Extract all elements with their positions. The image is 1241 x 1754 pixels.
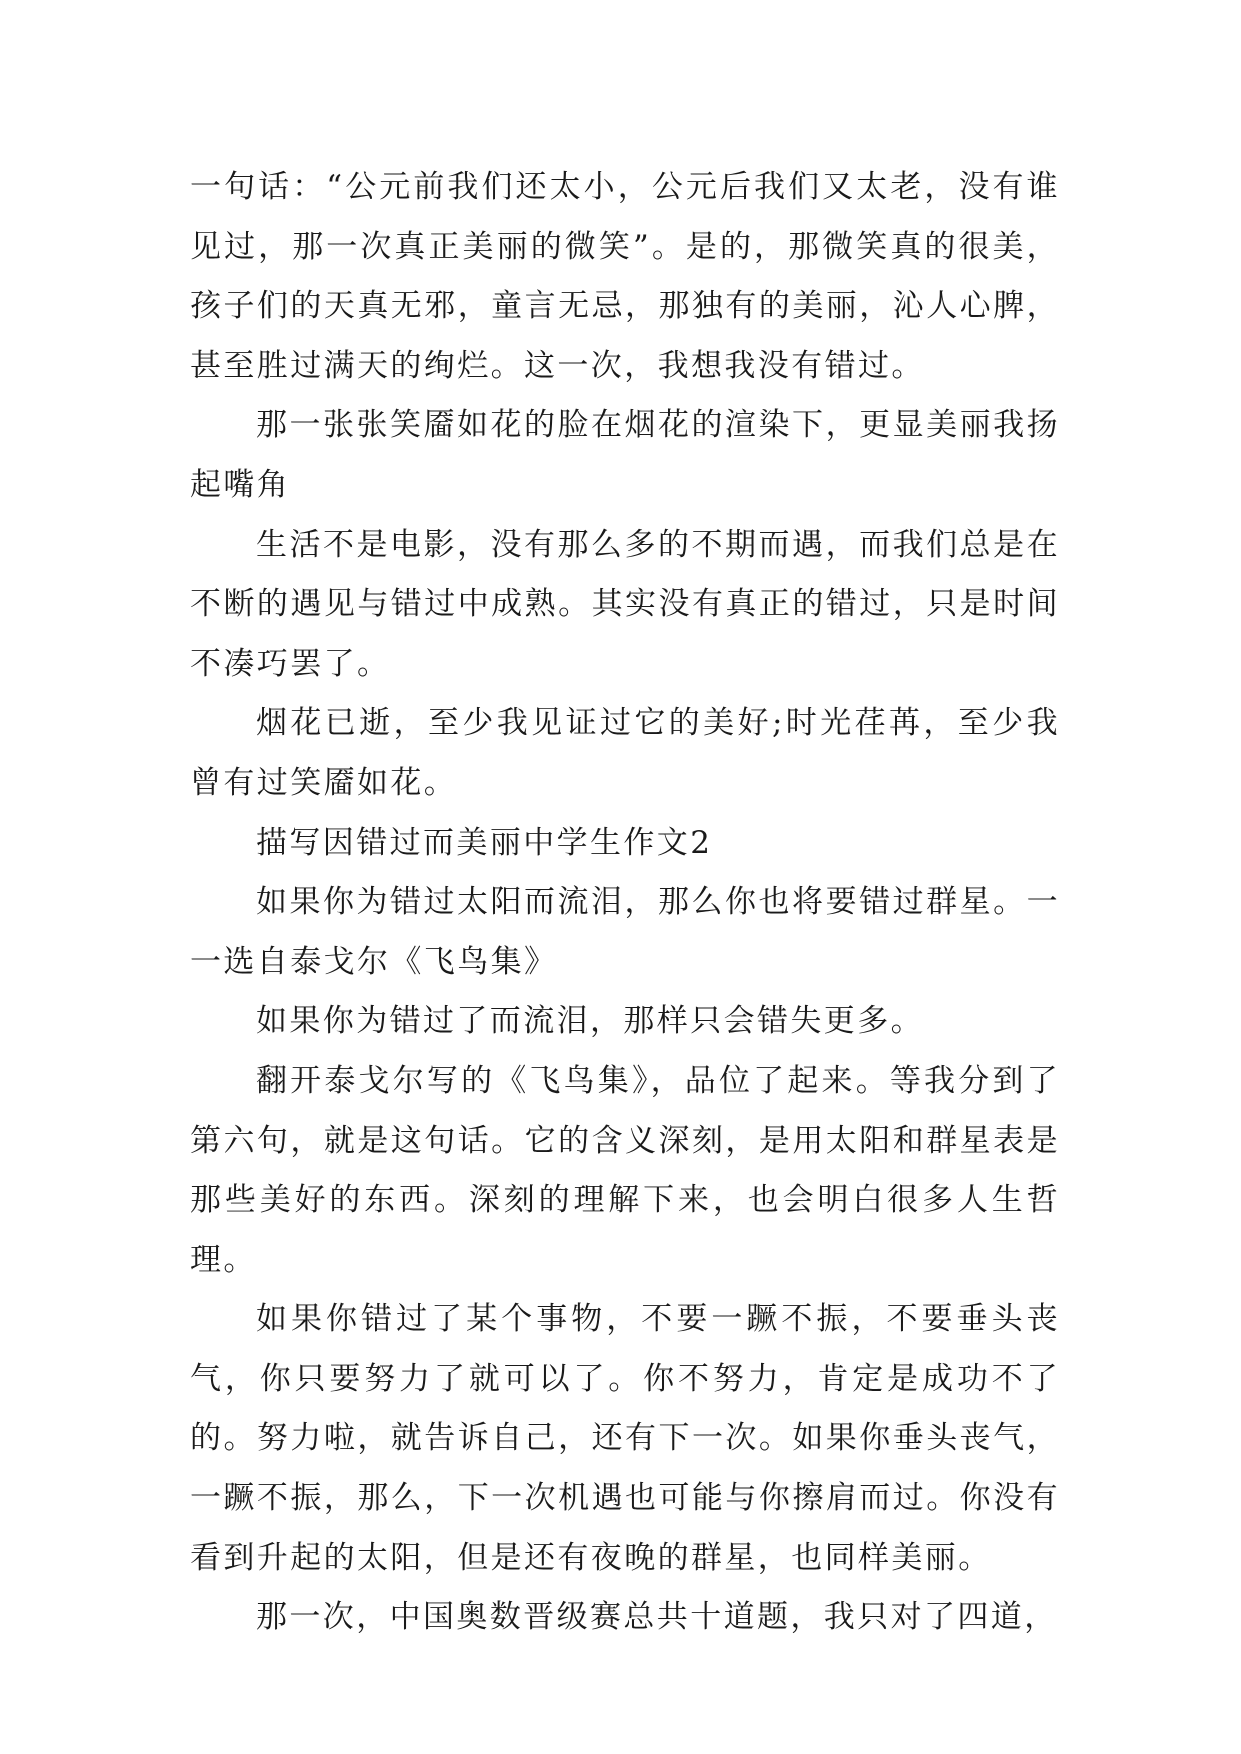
paragraph: 烟花已逝，至少我见证过它的美好;时光荏苒，至少我曾有过笑靥如花。	[190, 705, 1060, 801]
section-heading: 描写因错过而美丽中学生作文2	[256, 824, 713, 861]
paragraph: 生活不是电影，没有那么多的不期而遇，而我们总是在不断的遇见与错过中成熟。其实没有真正的错过，只是时间不凑巧罢了。	[190, 526, 1060, 682]
paragraph: 一句话：“公元前我们还太小，公元后我们又太老，没有谁见过，那一次真正美丽的微笑”。是的，那微笑真的很美，孩子们的天真无邪，童言无忌，那独有的美丽，沁人心脾，甚至胜过满天的绚烂。这一次，我想我没有错过。	[190, 169, 1060, 384]
paragraph: 如果你错过了某个事物，不要一蹶不振，不要垂头丧气，你只要努力了就可以了。你不努力，肯定是成功不了的。努力啦，就告诉自己，还有下一次。如果你垂头丧气，一蹶不振，那么，下一次机遇也可能与你擦肩而过。你没有看到升起的太阳，但是还有夜晚的群星，也同样美丽。	[190, 1301, 1060, 1576]
paragraph: 如果你为错过了而流泪，那样只会错失更多。	[256, 1003, 924, 1040]
paragraph: 那一次，中国奥数晋级赛总共十道题，我只对了四道，	[256, 1599, 1058, 1636]
paragraph: 如果你为错过太阳而流泪，那么你也将要错过群星。一一选自泰戈尔《飞鸟集》	[190, 884, 1060, 980]
article-body	[190, 158, 1060, 1648]
paragraph: 那一张张笑靥如花的脸在烟花的渲染下，更显美丽我扬起嘴角	[190, 407, 1060, 503]
paragraph: 翻开泰戈尔写的《飞鸟集》，品位了起来。等我分到了第六句，就是这句话。它的含义深刻，是用太阳和群星表是那些美好的东西。深刻的理解下来，也会明白很多人生哲理。	[190, 1062, 1060, 1278]
